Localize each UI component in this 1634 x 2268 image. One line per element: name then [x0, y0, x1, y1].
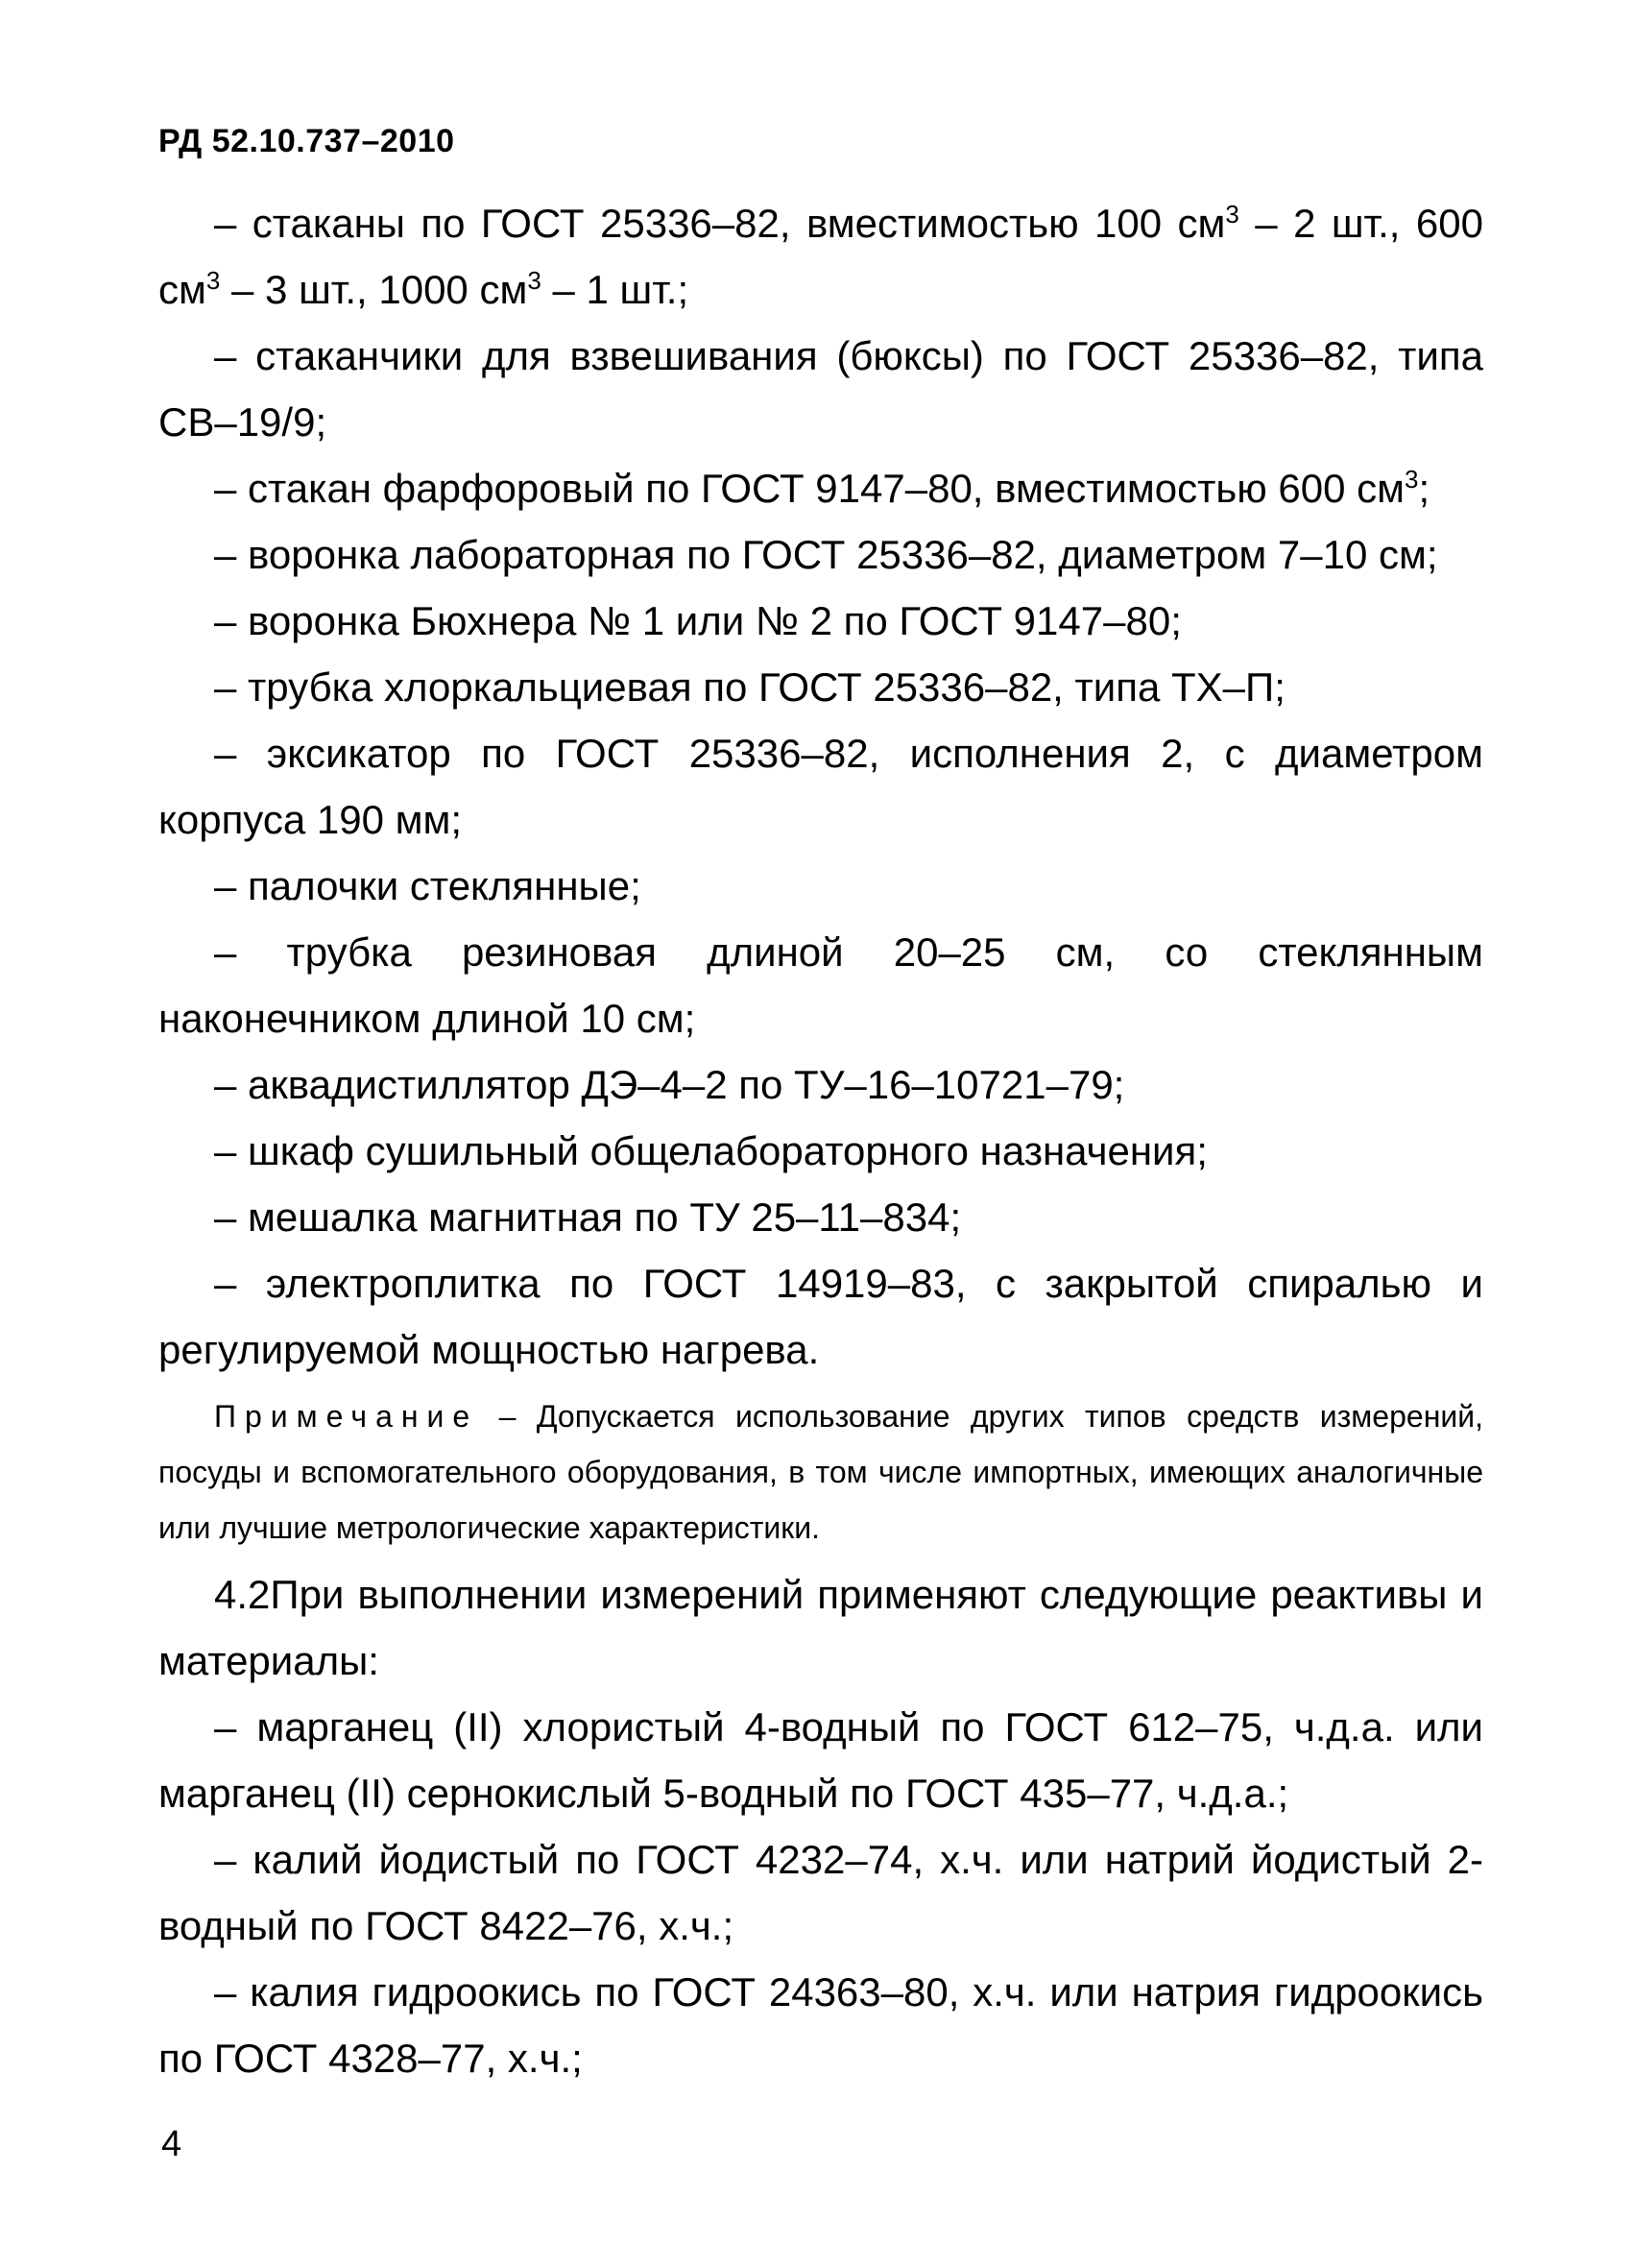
note-text: – Допускается использование других типов средств измерений, посуды и вспомогательного оборудования, в том числе импортных, имеющих аналогичные или лучшие метрологические характеристики.: [158, 1399, 1483, 1545]
list-item-beakers: [158, 190, 1483, 323]
list-item: – электроплитка по ГОСТ 14919–83, с закрытой спиралью и регулируемой мощностью нагрева.: [158, 1261, 1483, 1372]
list-item-porcelain-beaker: [158, 455, 1483, 521]
list-item-text: – стакан фарфоровый по ГОСТ 9147–80, вместимостью 600 см: [214, 466, 1406, 511]
superscript: 3: [1405, 465, 1419, 494]
list-item: – стаканчики для взвешивания (бюксы) по ГОСТ 25336–82, типа СВ–19/9;: [158, 333, 1483, 445]
superscript: 3: [527, 266, 541, 295]
list-item: – палочки стеклянные;: [214, 863, 641, 908]
list-item-text: – стаканы по ГОСТ 25336–82, вместимостью 100 см: [214, 201, 1226, 246]
list-item-text: – 3 шт., 1000 см: [220, 267, 528, 312]
list-item: – шкаф сушильный общелабораторного назначения;: [214, 1128, 1208, 1173]
list-item: – калия гидроокись по ГОСТ 24363–80, х.ч. или натрия гидроокись по ГОСТ 4328–77, х.ч.;: [158, 1969, 1483, 2081]
document-body: [158, 190, 1483, 2091]
section-4-2: [158, 1561, 1483, 1694]
list-item: – трубка резиновая длиной 20–25 см, со стеклянным наконечником длиной 10 см;: [158, 929, 1483, 1041]
list-item: – воронка лабораторная по ГОСТ 25336–82, диаметром 7–10 см;: [214, 532, 1438, 577]
list-item: – марганец (II) хлористый 4-водный по ГОСТ 612–75, ч.д.а. или марганец (II) сернокислый 5-водный по ГОСТ 435–77, ч.д.а.;: [158, 1704, 1483, 1816]
document-id: РД 52.10.737–2010: [158, 123, 455, 159]
list-item: – аквадистиллятор ДЭ–4–2 по ТУ–16–10721–79;: [214, 1062, 1125, 1107]
section-number: 4.2: [214, 1572, 271, 1617]
list-item-text: ;: [1418, 466, 1430, 511]
list-item: – трубка хлоркальциевая по ГОСТ 25336–82, типа ТХ–П;: [214, 664, 1286, 710]
note-label: Примечание: [214, 1399, 479, 1434]
list-item: – воронка Бюхнера № 1 или № 2 по ГОСТ 9147–80;: [214, 598, 1182, 643]
note: [158, 1388, 1483, 1556]
list-item-text: – 1 шт.;: [541, 267, 689, 312]
superscript: 3: [205, 266, 221, 295]
list-item: – эксикатор по ГОСТ 25336–82, исполнения 2, с диаметром корпуса 190 мм;: [158, 731, 1483, 842]
page-number: 4: [161, 2124, 182, 2164]
list-item: – мешалка магнитная по ТУ 25–11–834;: [214, 1194, 962, 1240]
superscript: 3: [1225, 200, 1239, 229]
list-item-text: – 2 шт., 600 см: [158, 201, 1483, 312]
list-item: – калий йодистый по ГОСТ 4232–74, х.ч. или натрий йодистый 2-водный по ГОСТ 8422–76, х.ч.;: [158, 1837, 1483, 1948]
section-text: При выполнении измерений применяют следующие реактивы и материалы:: [158, 1572, 1483, 1683]
